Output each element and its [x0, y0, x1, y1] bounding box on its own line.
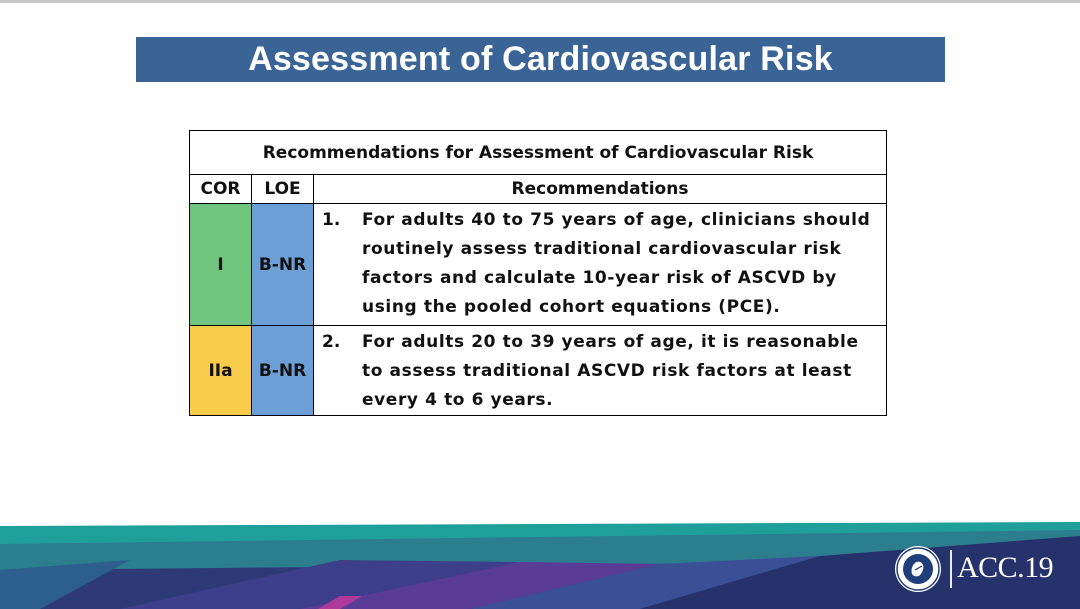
recommendation-text: For adults 40 to 75 years of age, clinicians should routinely assess traditional cardiovascular risk factors and calculate 10-year risk of ASCVD by using the pooled cohort equations (PCE).: [362, 210, 871, 317]
header-loe: LOE: [252, 175, 314, 204]
acc-seal-icon: [893, 544, 943, 594]
cor-cell: IIa: [190, 326, 252, 416]
table-header-row: [190, 175, 887, 204]
header-cor: COR: [190, 175, 252, 204]
top-rule: [0, 0, 1080, 3]
cor-cell: I: [190, 204, 252, 326]
loe-cell: B-NR: [252, 204, 314, 326]
header-recommendations: Recommendations: [314, 175, 887, 204]
table-row: [190, 326, 887, 416]
recommendation-number: 2.: [322, 332, 341, 352]
logo-divider: [950, 550, 952, 588]
table-row: [190, 204, 887, 326]
recommendation-item: [322, 206, 880, 322]
recommendations-table: [189, 130, 887, 416]
loe-cell: B-NR: [252, 326, 314, 416]
table-caption: Recommendations for Assessment of Cardiovascular Risk: [190, 131, 887, 175]
recommendation-text: For adults 20 to 39 years of age, it is reasonable to assess traditional ASCVD risk factors at least every 4 to 6 years.: [362, 332, 859, 410]
acc-logo-text: ACC.19: [957, 551, 1054, 584]
table-caption-row: [190, 131, 887, 175]
page-title: Assessment of Cardiovascular Risk: [248, 40, 833, 78]
recommendation-cell: [314, 326, 887, 416]
title-bar: [136, 37, 945, 82]
recommendation-number: 1.: [322, 210, 341, 230]
recommendation-cell: [314, 204, 887, 326]
recommendation-item: [322, 328, 880, 415]
